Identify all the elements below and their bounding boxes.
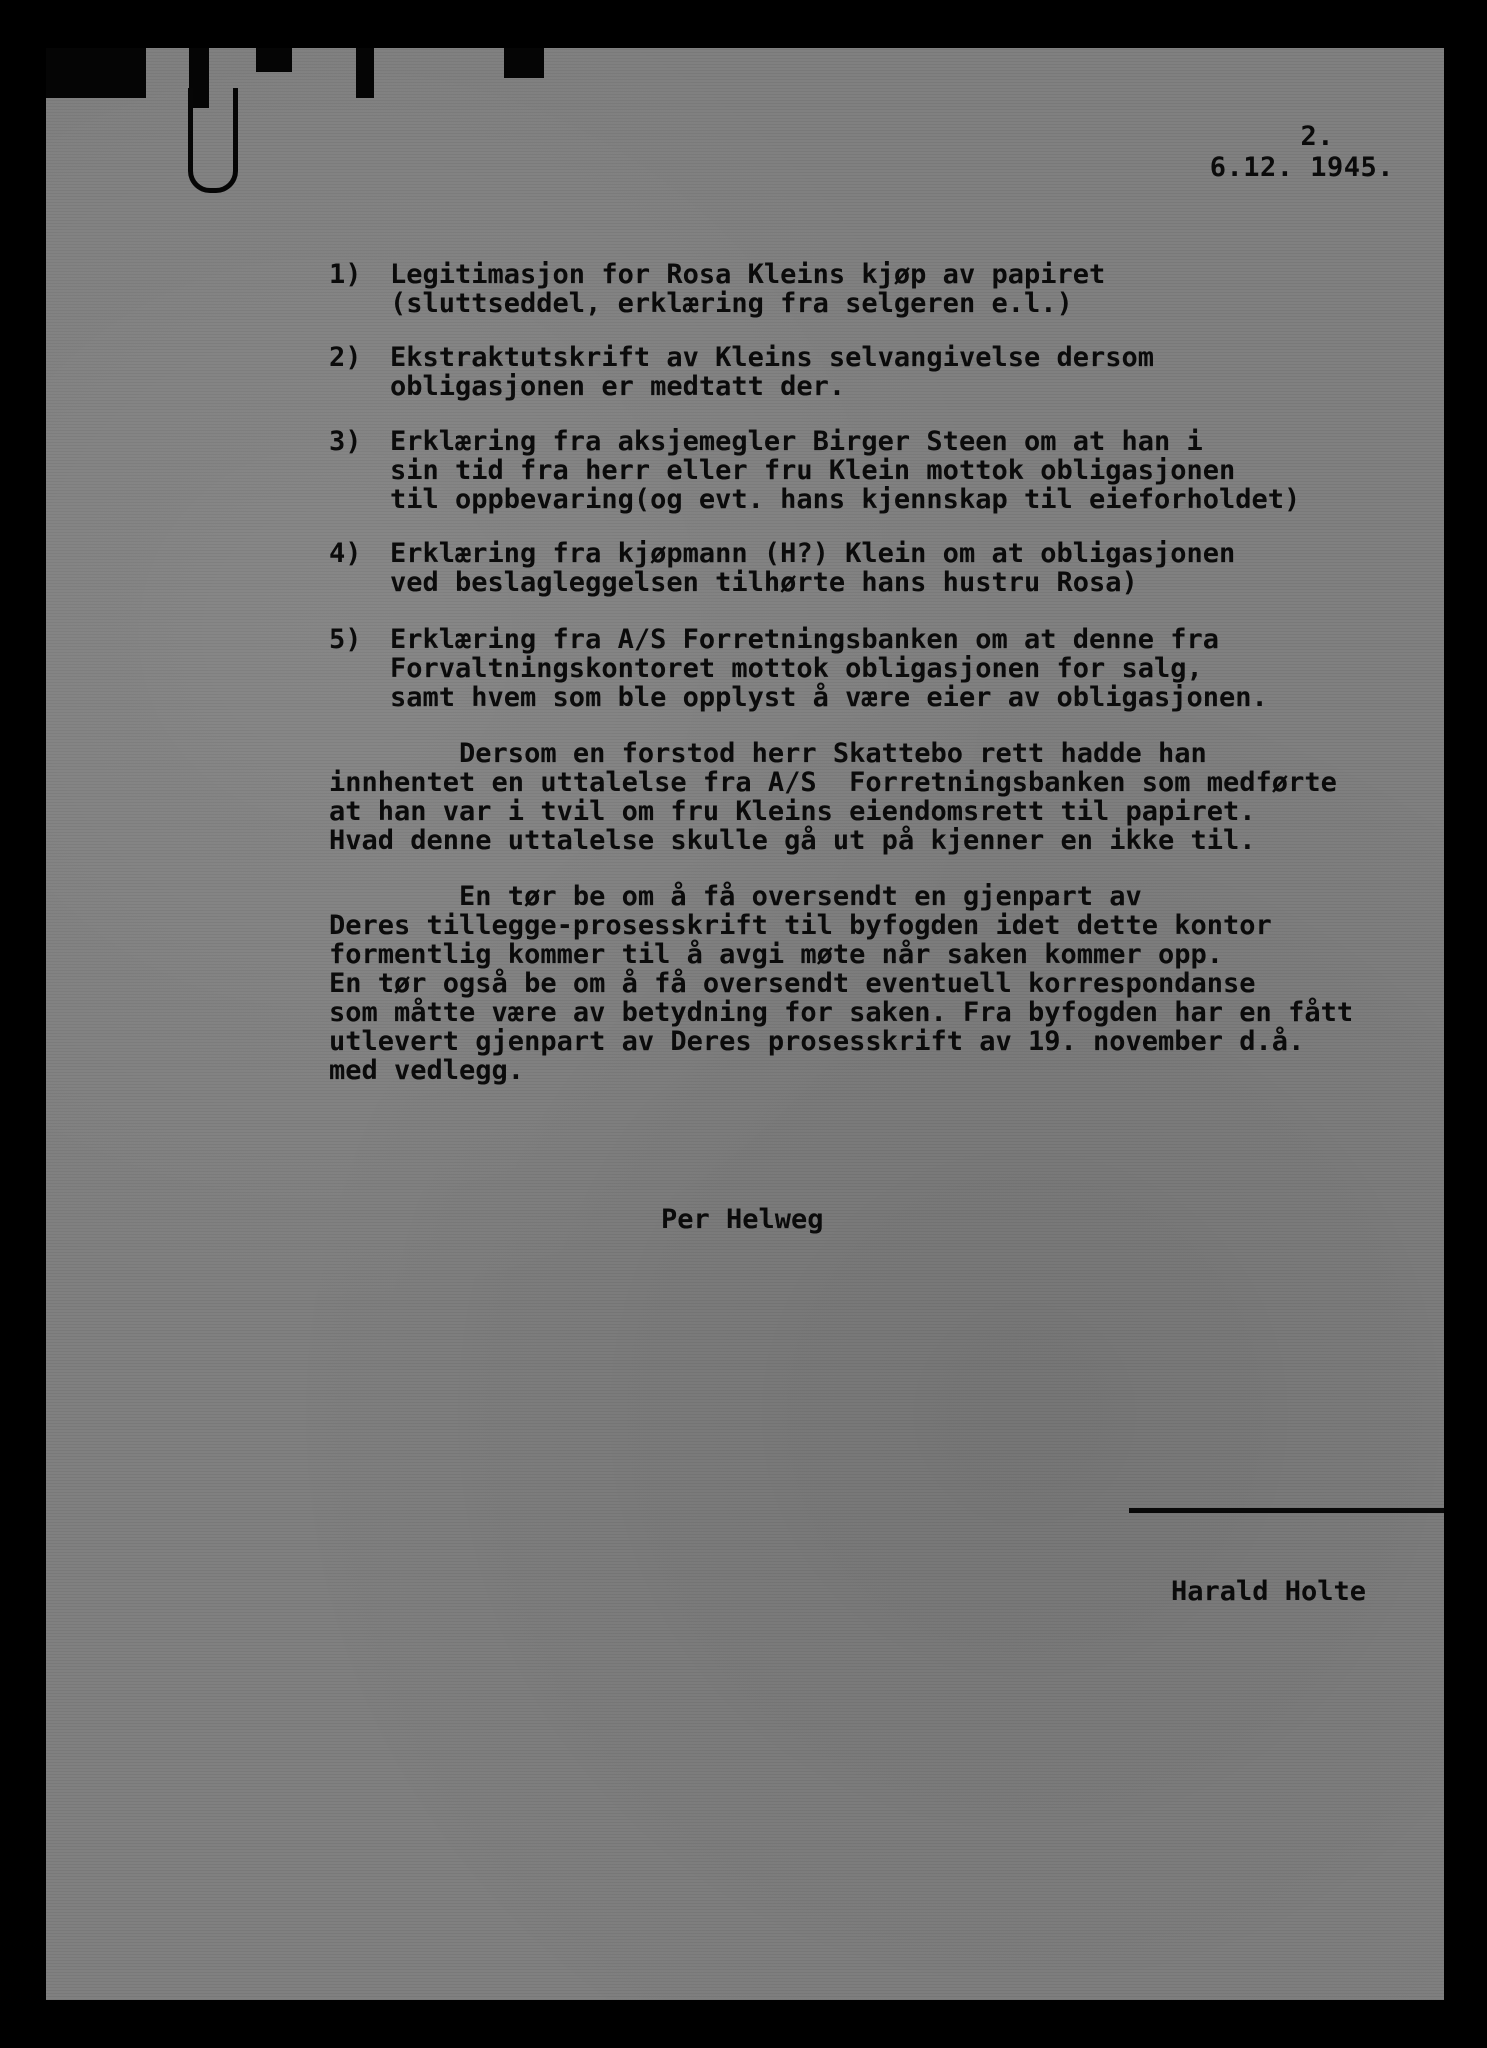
binder-clip-mark (256, 48, 292, 72)
binder-clip-mark (504, 48, 544, 78)
list-item-line: sin tid fra herr eller fru Klein mottok obligasjonen (390, 455, 1236, 486)
paragraph-line: formentlig kommer til å avgi møte når saken kommer opp. (329, 939, 1224, 970)
page-number: 2. (1300, 121, 1334, 152)
paragraph-line: Hvad denne uttalelse skulle gå ut på kjenner en ikke til. (329, 825, 1256, 856)
list-item-number: 5) (329, 624, 362, 655)
list-item-number: 3) (329, 426, 362, 457)
list-item-line: ved beslagleggelsen tilhørte hans hustru Rosa) (390, 567, 1138, 598)
document-page (46, 48, 1444, 2000)
paragraph-line: som måtte være av betydning for saken. Fra byfogden har en fått (329, 997, 1354, 1028)
list-item-number: 1) (329, 259, 362, 290)
list-item-line: Legitimasjon for Rosa Kleins kjøp av papiret (390, 259, 1106, 290)
binder-clip-mark (46, 48, 146, 98)
list-item-line: (sluttseddel, erklæring fra selgeren e.l.) (390, 288, 1073, 319)
list-item-line: Forvaltningskontoret mottok obligasjonen for salg, (390, 653, 1203, 684)
paper-clip-icon (188, 88, 238, 193)
list-item-number: 4) (329, 538, 362, 569)
signature-name: Harald Holte (1171, 1576, 1367, 1607)
list-item-number: 2) (329, 342, 362, 373)
paragraph-line: En tør be om å få oversendt en gjenpart av (329, 881, 1142, 912)
paragraph-line: med vedlegg. (329, 1055, 525, 1086)
paragraph-line: En tør også be om å få oversendt eventuell korrespondanse (329, 968, 1256, 999)
list-item-line: Erklæring fra aksjemegler Birger Steen om at han i (390, 426, 1203, 457)
paragraph-line: utlevert gjenpart av Deres prosesskrift av 19. november d.å. (329, 1026, 1305, 1057)
signature-line (1129, 1508, 1444, 1513)
list-item-line: Erklæring fra kjøpmann (H?) Klein om at obligasjonen (390, 538, 1236, 569)
paragraph-line: at han var i tvil om fru Kleins eiendomsrett til papiret. (329, 796, 1256, 827)
list-item-line: samt hvem som ble opplyst å være eier av obligasjonen. (390, 682, 1268, 713)
binder-clip-mark (356, 48, 374, 98)
list-item-line: obligasjonen er medtatt der. (390, 371, 846, 402)
list-item-line: Ekstraktutskrift av Kleins selvangivelse dersom (390, 342, 1155, 373)
closing-name: Per Helweg (661, 1204, 824, 1235)
paragraph-line: innhentet en uttalelse fra A/S Forretningsbanken som medførte (329, 767, 1337, 798)
document-date: 6.12. 1945. (1209, 152, 1394, 183)
paragraph-line: Deres tillegge-prosesskrift til byfogden idet dette kontor (329, 910, 1272, 941)
paragraph-line: Dersom en forstod herr Skattebo rett hadde han (329, 738, 1207, 769)
list-item-line: til oppbevaring(og evt. hans kjennskap til eieforholdet) (390, 484, 1301, 515)
list-item-line: Erklæring fra A/S Forretningsbanken om at denne fra (390, 624, 1220, 655)
